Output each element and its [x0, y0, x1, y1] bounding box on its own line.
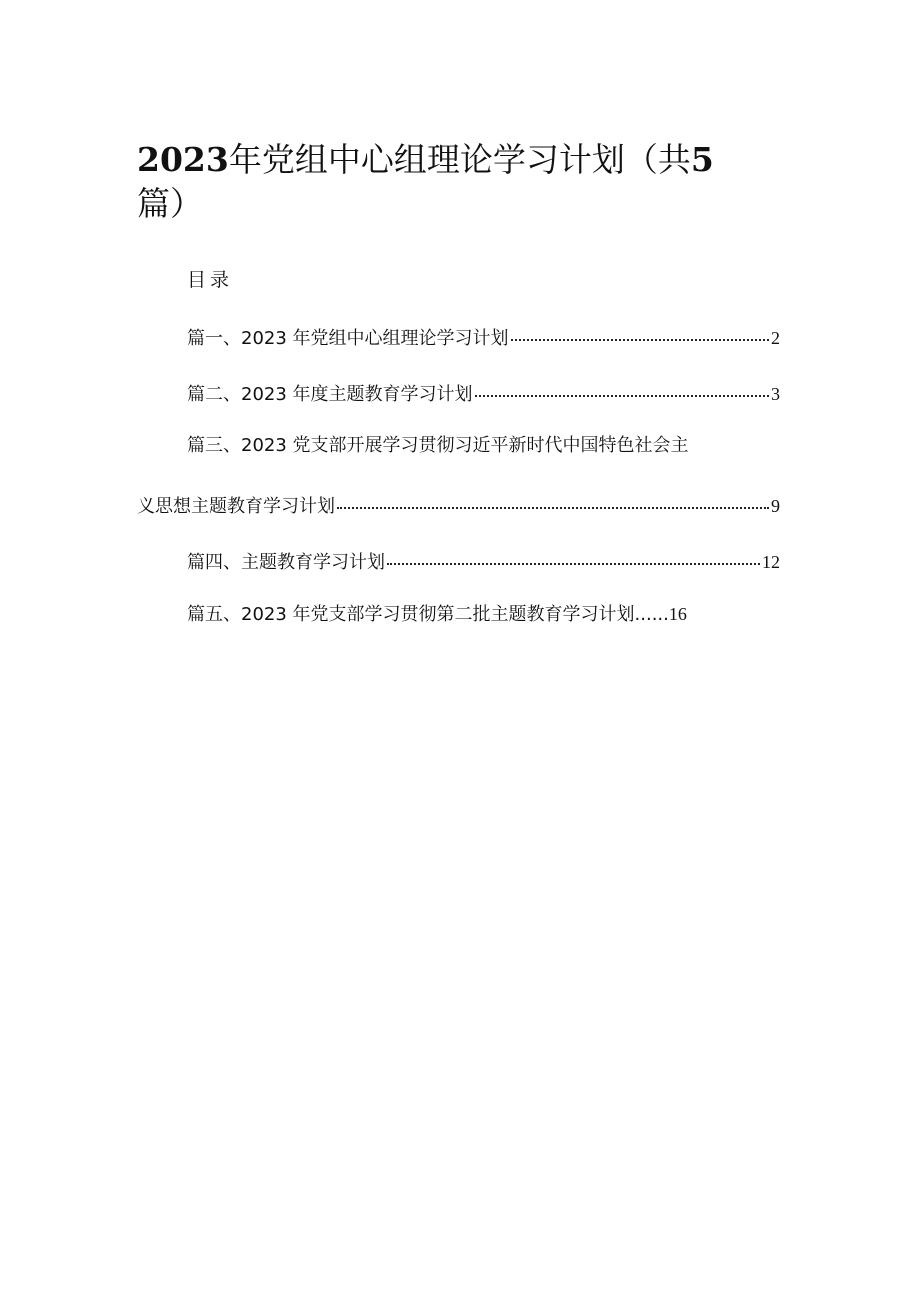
toc-entry-2[interactable]: [187, 378, 780, 407]
toc-entry-4[interactable]: [187, 546, 780, 575]
toc-entry-label: 篇五、2023 年党支部学习贯彻第二批主题教育学习计划: [187, 604, 635, 625]
toc-entry-3-line-1[interactable]: 篇三、2023 党支部开展学习贯彻习近平新时代中国特色社会主: [187, 435, 689, 456]
title-year: 2023: [137, 140, 229, 179]
toc-entry-label: 篇二、2023 年度主题教育学习计划: [187, 384, 473, 405]
toc-entry-label: 义思想主题教育学习计划: [137, 496, 335, 517]
title-count: 5: [690, 140, 714, 179]
document-title: [137, 138, 737, 226]
toc-leader-dots: ......: [634, 604, 669, 625]
toc-page-number: 16: [668, 604, 687, 624]
toc-entry-label: 篇四、主题教育学习计划: [187, 552, 385, 573]
toc-page-number: 2: [771, 328, 780, 348]
toc-entry-label: 篇一、2023 年党组中心组理论学习计划: [187, 328, 509, 349]
toc-leader-dots: [475, 375, 769, 397]
toc-entry-5[interactable]: [187, 602, 687, 627]
toc-leader-dots: [337, 487, 769, 509]
toc-leader-dots: [387, 543, 760, 565]
toc-page-number: 9: [771, 496, 780, 516]
toc-leader-dots: [511, 319, 769, 341]
toc-entry-3-line-2[interactable]: [137, 490, 780, 519]
toc-entry-1[interactable]: [187, 322, 780, 351]
toc-page-number: 3: [771, 384, 780, 404]
toc-heading: 目录: [187, 269, 234, 291]
title-text: 年党组中心组理论学习计划（共: [228, 140, 691, 179]
toc-page-number: 12: [762, 552, 780, 572]
title-tail: 篇）: [137, 184, 203, 223]
